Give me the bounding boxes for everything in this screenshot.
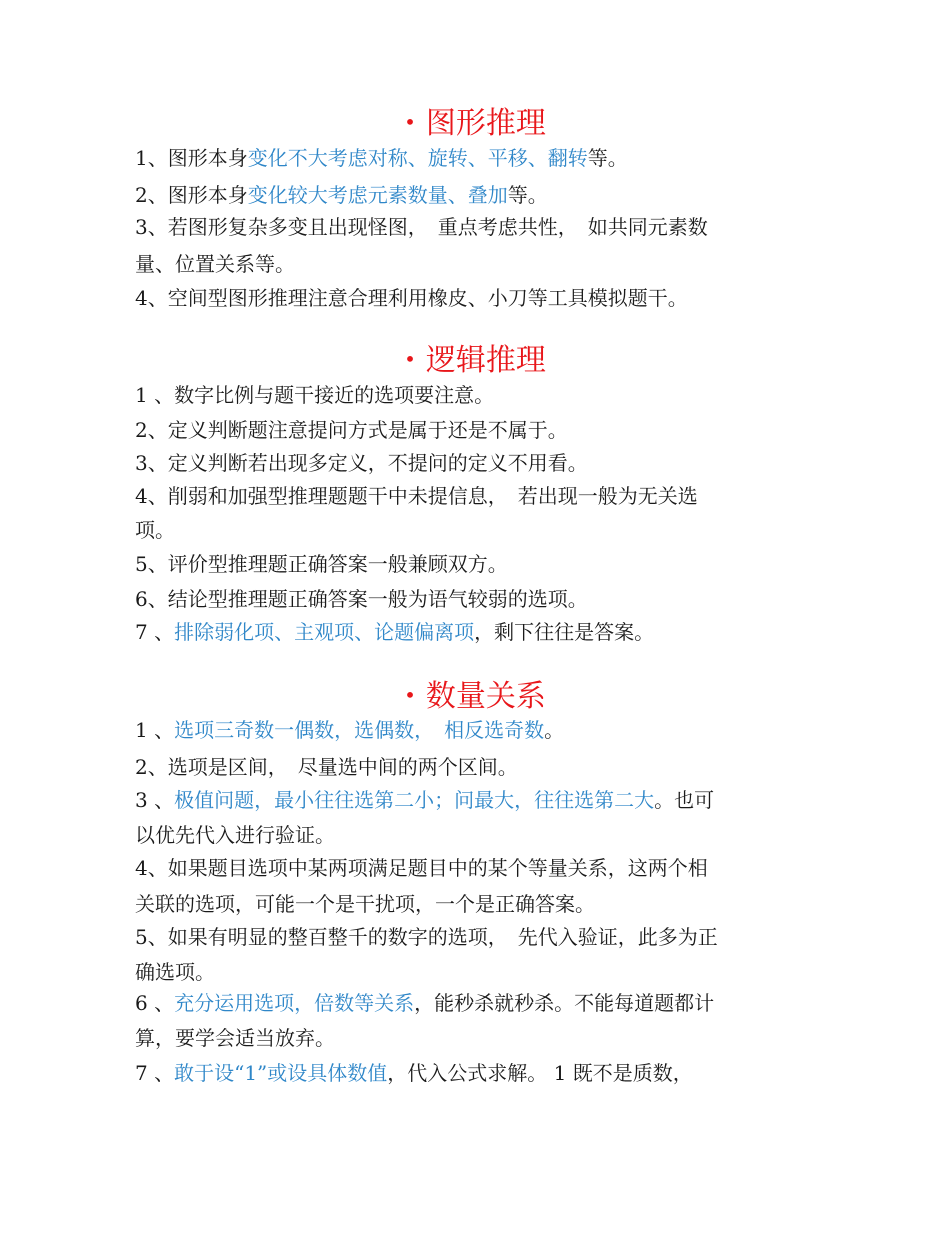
section-heading-logical-reasoning bbox=[0, 339, 950, 381]
list-item: 7 、敢于设“1”或设具体数值，代入公式求解。 1 既不是质数， bbox=[135, 1061, 693, 1085]
section-heading-graphic-reasoning bbox=[0, 102, 950, 144]
list-item: 6、结论型推理题正确答案一般为语气较弱的选项。 bbox=[135, 587, 588, 611]
bullet-icon: • bbox=[404, 110, 416, 134]
list-item: 4、如果题目选项中某两项满足题目中的某个等量关系，这两个相 bbox=[135, 856, 708, 880]
list-item: 项。 bbox=[135, 518, 175, 542]
list-item: 1 、选项三奇数一偶数，选偶数， 相反选奇数。 bbox=[135, 718, 565, 742]
heading-text: 图形推理 bbox=[425, 106, 546, 141]
bullet-icon: • bbox=[404, 683, 416, 707]
section-heading-quantitative-relations bbox=[0, 675, 950, 717]
list-item: 5、评价型推理题正确答案一般兼顾双方。 bbox=[135, 552, 508, 576]
list-item: 2、图形本身变化较大考虑元素数量、叠加等。 bbox=[135, 183, 548, 207]
bullet-icon: • bbox=[404, 347, 416, 371]
list-item: 2、选项是区间， 尽量选中间的两个区间。 bbox=[135, 755, 518, 779]
list-item: 6 、充分运用选项，倍数等关系，能秒杀就秒杀。不能每道题都计 bbox=[135, 991, 715, 1015]
list-item: 1、图形本身变化不大考虑对称、旋转、平移、翻转等。 bbox=[135, 146, 628, 170]
list-item: 3、定义判断若出现多定义，不提问的定义不用看。 bbox=[135, 451, 588, 475]
list-item: 4、削弱和加强型推理题题干中未提信息， 若出现一般为无关选 bbox=[135, 484, 698, 508]
heading-text: 逻辑推理 bbox=[425, 343, 546, 378]
list-item: 算，要学会适当放弃。 bbox=[135, 1026, 335, 1050]
list-item: 7 、排除弱化项、主观项、论题偏离项，剩下往往是答案。 bbox=[135, 620, 655, 644]
list-item: 2、定义判断题注意提问方式是属于还是不属于。 bbox=[135, 418, 568, 442]
list-item: 1 、数字比例与题干接近的选项要注意。 bbox=[135, 383, 495, 407]
list-item: 确选项。 bbox=[135, 960, 215, 984]
list-item: 5、如果有明显的整百整千的数字的选项， 先代入验证，此多为正 bbox=[135, 925, 718, 949]
list-item: 量、位置关系等。 bbox=[135, 252, 295, 276]
list-item: 4、空间型图形推理注意合理利用橡皮、小刀等工具模拟题干。 bbox=[135, 286, 688, 310]
list-item: 3 、极值问题，最小往往选第二小；问最大，往往选第二大。也可 bbox=[135, 788, 715, 812]
heading-text: 数量关系 bbox=[425, 679, 546, 714]
list-item: 关联的选项，可能一个是干扰项，一个是正确答案。 bbox=[135, 892, 595, 916]
list-item: 以优先代入进行验证。 bbox=[135, 823, 335, 847]
list-item: 3、若图形复杂多变且出现怪图， 重点考虑共性， 如共同元素数 bbox=[135, 215, 708, 239]
